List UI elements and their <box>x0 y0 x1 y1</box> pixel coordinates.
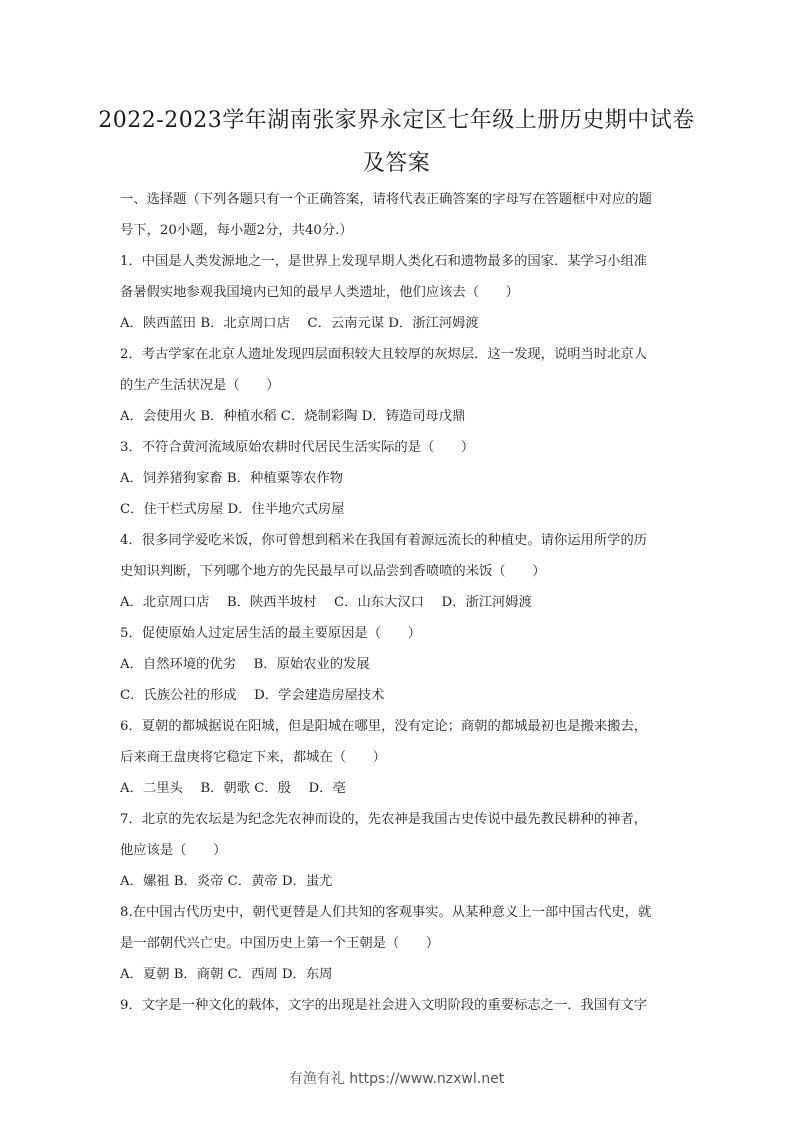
question-8-options: A．夏朝 B．商朝 C．西周 D．东周 <box>120 967 333 982</box>
document-title-continued: 及答案 <box>362 151 431 176</box>
question-6-text: 6．夏朝的都城据说在阳城，但是阳城在哪里，没有定论；商朝的都城最初也是搬来搬去， <box>120 719 648 734</box>
question-1-options: A．陕西蓝田 B．北京周口店 C．云南元谋 D．浙江河姆渡 <box>120 316 479 331</box>
question-2-text: 2．考古学家在北京人遗址发现四层面积较大且较厚的灰烬层．这一发现，说明当时北京人 <box>120 347 648 362</box>
document-body <box>120 184 680 1021</box>
question-9-text: 9．文字是一种文化的载体，文字的出现是社会进入文明阶段的重要标志之一．我国有文字 <box>120 998 648 1013</box>
question-5-options: C．氏族公社的形成 D．学会建造房屋技术 <box>120 688 385 703</box>
watermark-footer: 有渔有礼 https://www.nzxwl.net <box>288 1071 505 1087</box>
question-3-options: A．饲养猪狗家畜 B．种植粟等农作物 <box>120 471 344 486</box>
question-4-text: 4．很多同学爱吃米饭，你可曾想到稻米在我国有着源远流长的种植史。请你运用所学的历 <box>120 533 648 548</box>
question-3-options: C．住干栏式房屋 D．住半地穴式房屋 <box>120 502 345 517</box>
question-7-text: 7．北京的先农坛是为纪念先农神而设的，先农神是我国古史传说中最先教民耕种的神者， <box>120 812 648 827</box>
question-3-text: 3．不符合黄河流域原始农耕时代居民生活实际的是（ ） <box>120 440 475 455</box>
question-2-options: A．会使用火 B．种植水稻 C．烧制彩陶 D．铸造司母戊鼎 <box>120 409 466 424</box>
question-5-text: 5．促使原始人过定居生活的最主要原因是（ ） <box>120 626 421 641</box>
question-5-options: A．自然环境的优劣 B．原始农业的发展 <box>120 657 370 672</box>
question-2-text: 的生产生活状况是（ ） <box>120 378 280 393</box>
question-6-text: 后来商王盘庚将它稳定下来，都城在（ ） <box>120 750 386 765</box>
question-4-text: 史知识判断，下列哪个地方的先民最早可以品尝到香喷喷的米饭（ ） <box>120 564 546 579</box>
question-1-text: 1．中国是人类发源地之一，是世界上发现早期人类化石和遗物最多的国家．某学习小组准 <box>120 254 648 269</box>
question-8-text: 8.在中国古代历史中，朝代更替是人们共知的客观事实。从某种意义上一部中国古代史，就 <box>120 905 652 920</box>
question-4-options: A．北京周口店 B．陕西半坡村 C．山东大汉口 D．浙江河姆渡 <box>120 595 532 610</box>
question-1-text: 备暑假实地参观我国境内已知的最早人类遗址，他们应该去（ ） <box>120 285 519 300</box>
section-heading-continued: 号下，20小题，每小题2分，共40分.） <box>120 223 353 238</box>
document-title: 2022-2023学年湖南张家界永定区七年级上册历史期中试卷 <box>98 108 695 133</box>
question-7-options: A．嫘祖 B．炎帝 C．黄帝 D．蚩尤 <box>120 874 333 889</box>
section-heading: 一、选择题（下列各题只有一个正确答案，请将代表正确答案的字母写在答题框中对应的题 <box>120 192 652 207</box>
question-8-text: 是一部朝代兴亡史。中国历史上第一个王朝是（ ） <box>120 936 440 951</box>
question-6-options: A．二里头 B．朝歌 C．殷 D．亳 <box>120 781 346 796</box>
question-7-text: 他应该是（ ） <box>120 843 227 858</box>
